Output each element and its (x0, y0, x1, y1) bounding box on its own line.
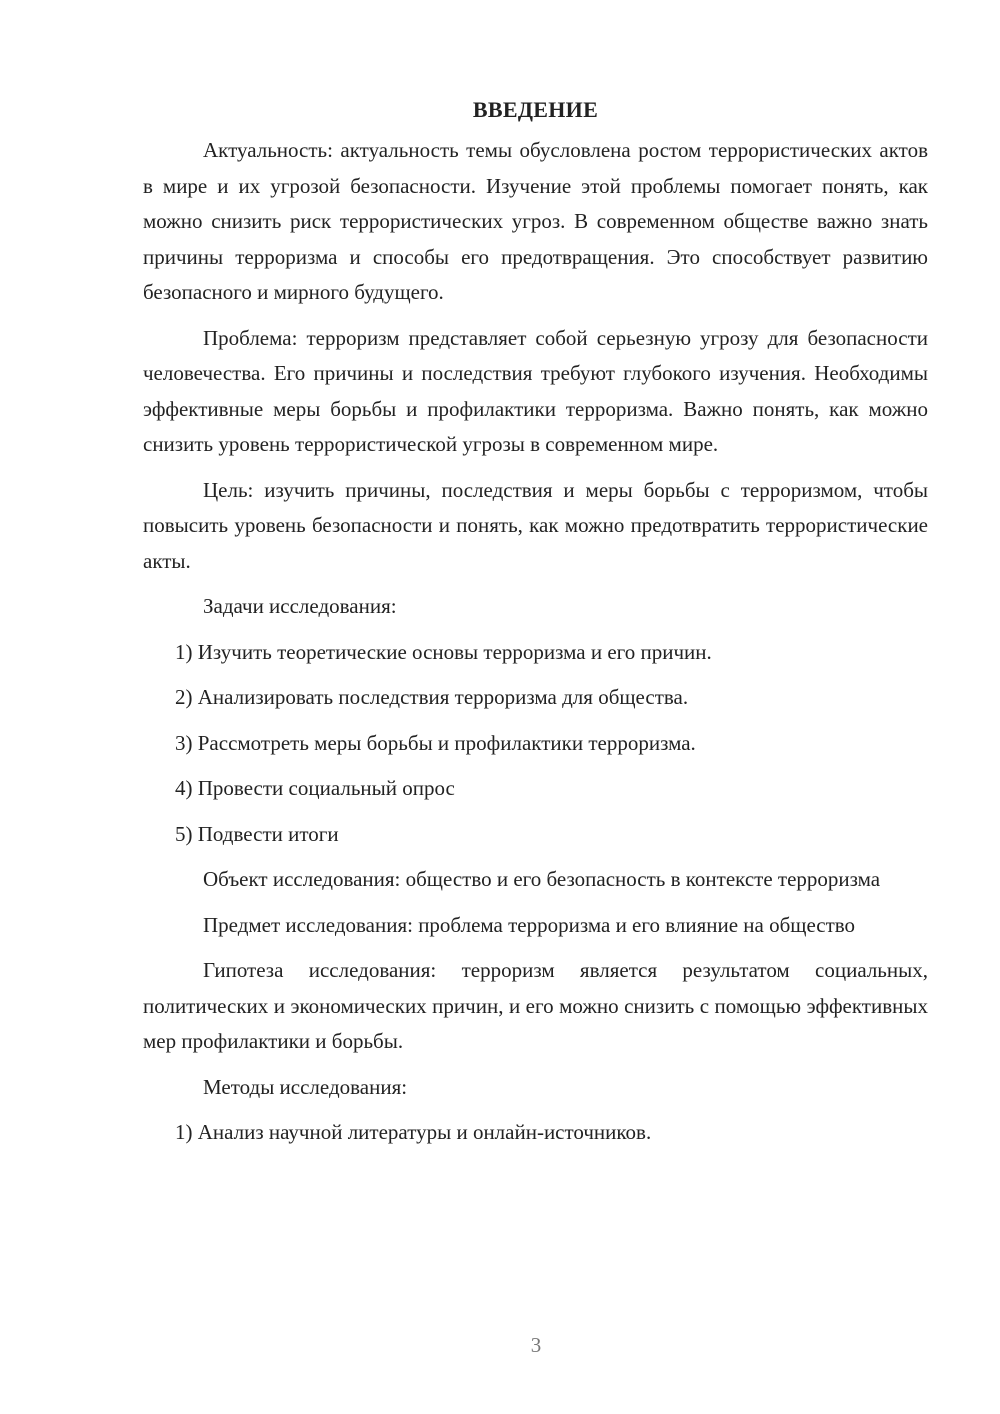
subject-paragraph: Предмет исследования: проблема терроризма и его влияние на общество (203, 912, 856, 937)
goal-paragraph: Цель: изучить причины, последствия и меры борьбы с терроризмом, чтобы повысить уровень безопасности и понять, как можно предотвратить террористические акты. (143, 477, 928, 573)
tasks-label: Задачи исследования: (203, 594, 397, 618)
hypothesis-paragraph: Гипотеза исследования: терроризм является результатом социальных, политических и экономических причин, и его можно снизить с помощью эффективных мер профилактики и борьбы. (143, 958, 928, 1053)
page-content (143, 92, 928, 1161)
section-heading: ВВЕДЕНИЕ (472, 97, 599, 122)
task-item: 3) Рассмотреть меры борьбы и профилактики терроризма. (175, 730, 696, 755)
object-paragraph: Объект исследования: общество и его безопасность в контексте терроризма (203, 867, 881, 891)
relevance-paragraph: Актуальность: актуальность темы обусловлена ростом террористических актов в мире и их угрозой безопасности. Изучение этой проблемы помогает понять, как можно снизить риск террористических угроз. В современном обществе важно знать причины терроризма и способы его предотвращения. Это способствует развитию безопасного и мирного будущего. (143, 138, 928, 304)
problem-paragraph: Проблема: терроризм представляет собой серьезную угрозу для безопасности человечества. Его причины и последствия требуют глубокого изучения. Необходимы эффективные меры борьбы и профилактики терроризма. Важно понять, как можно снизить уровень террористической угрозы в современном мире. (143, 325, 928, 456)
task-item: 5) Подвести итоги (175, 821, 339, 846)
page-number: 3 (530, 1333, 542, 1357)
methods-label: Методы исследования: (203, 1074, 408, 1099)
method-item: 1) Анализ научной литературы и онлайн-источников. (175, 1120, 652, 1144)
task-item: 2) Анализировать последствия терроризма для общества. (175, 685, 689, 709)
task-item: 4) Провести социальный опрос (175, 776, 455, 800)
task-item: 1) Изучить теоретические основы терроризма и его причин. (175, 639, 712, 664)
